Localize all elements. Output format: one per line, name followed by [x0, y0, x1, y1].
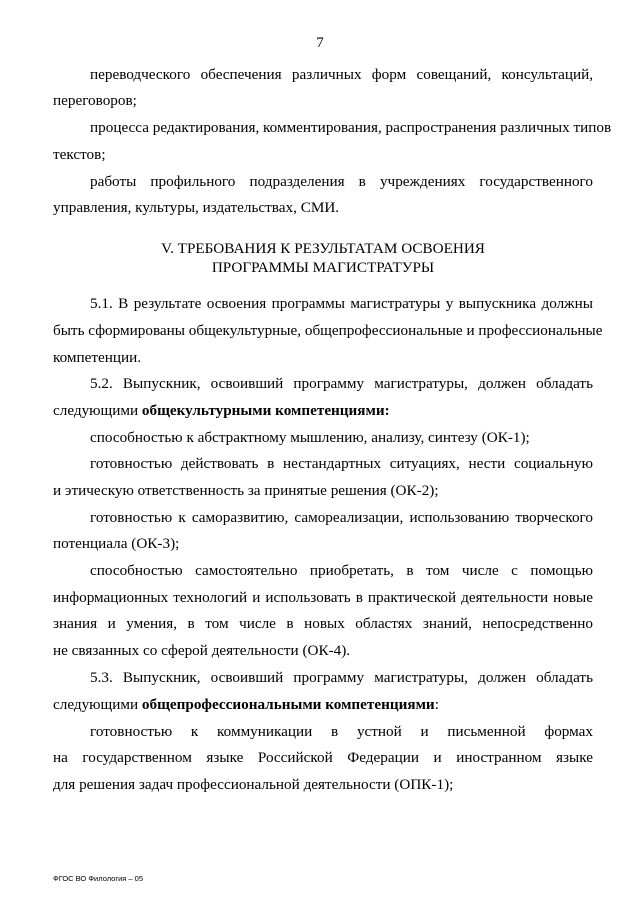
bold-term: общепрофессиональными компетенциями: [141, 696, 435, 713]
text-line: компетенции.: [53, 349, 142, 366]
text-line: знания и умения, в том числе в новых областях знаний, непосредственно: [53, 615, 593, 632]
text-line: работы профильного подразделения в учреждениях государственного: [90, 173, 593, 190]
text-line: для решения задач профессиональной деятельности (ОПК-1);: [53, 776, 454, 793]
text-line: 5.2. Выпускник, освоивший программу магистратуры, должен обладать: [90, 375, 593, 392]
text-line: управления, культуры, издательствах, СМИ.: [53, 199, 340, 216]
text-line: текстов;: [53, 146, 106, 163]
text-line: и этическую ответственность за принятые решения (ОК-2);: [53, 482, 439, 499]
text-line: не связанных со сферой деятельности (ОК-4).: [53, 642, 351, 659]
text-line: процесса редактирования, комментирования, распространения различных типов: [90, 119, 612, 136]
footer: ФГОС ВО Филология – 05: [53, 874, 144, 883]
text-line: способностью самостоятельно приобретать, в том числе с помощью: [90, 562, 593, 579]
text-line: быть сформированы общекультурные, общепрофессиональные и профессиональные: [53, 322, 603, 339]
text-line: способностью к абстрактному мышлению, анализу, синтезу (ОК-1);: [90, 429, 530, 446]
section-heading-line-1: V. ТРЕБОВАНИЯ К РЕЗУЛЬТАТАМ ОСВОЕНИЯ: [161, 240, 485, 257]
text-line: потенциала (ОК-3);: [53, 535, 180, 552]
text-line: готовностью действовать в нестандартных ситуациях, нести социальную: [90, 455, 593, 472]
section-heading-line-2: ПРОГРАММЫ МАГИСТРАТУРЫ: [211, 259, 435, 276]
text-run: следующими: [53, 696, 142, 713]
text-line: 5.3. Выпускник, освоивший программу магистратуры, должен обладать: [90, 669, 593, 686]
text-line: информационных технологий и использовать в практической деятельности новые: [53, 589, 593, 606]
text-line: [53, 402, 593, 420]
text-line: готовностью к саморазвитию, самореализации, использованию творческого: [90, 509, 593, 526]
text-line: переговоров;: [53, 92, 137, 109]
bold-term: общекультурными компетенциями:: [141, 402, 390, 419]
text-line: [53, 696, 593, 714]
page-number: 7: [316, 35, 324, 51]
text-line: переводческого обеспечения различных форм совещаний, консультаций,: [90, 66, 593, 83]
text-run: следующими: [53, 402, 142, 419]
text-line: 5.1. В результате освоения программы магистратуры у выпускника должны: [90, 295, 593, 312]
text-run: :: [434, 696, 439, 713]
text-line: готовностью к коммуникации в устной и письменной формах: [90, 723, 593, 740]
text-line: на государственном языке Российской Федерации и иностранном языке: [53, 749, 593, 766]
